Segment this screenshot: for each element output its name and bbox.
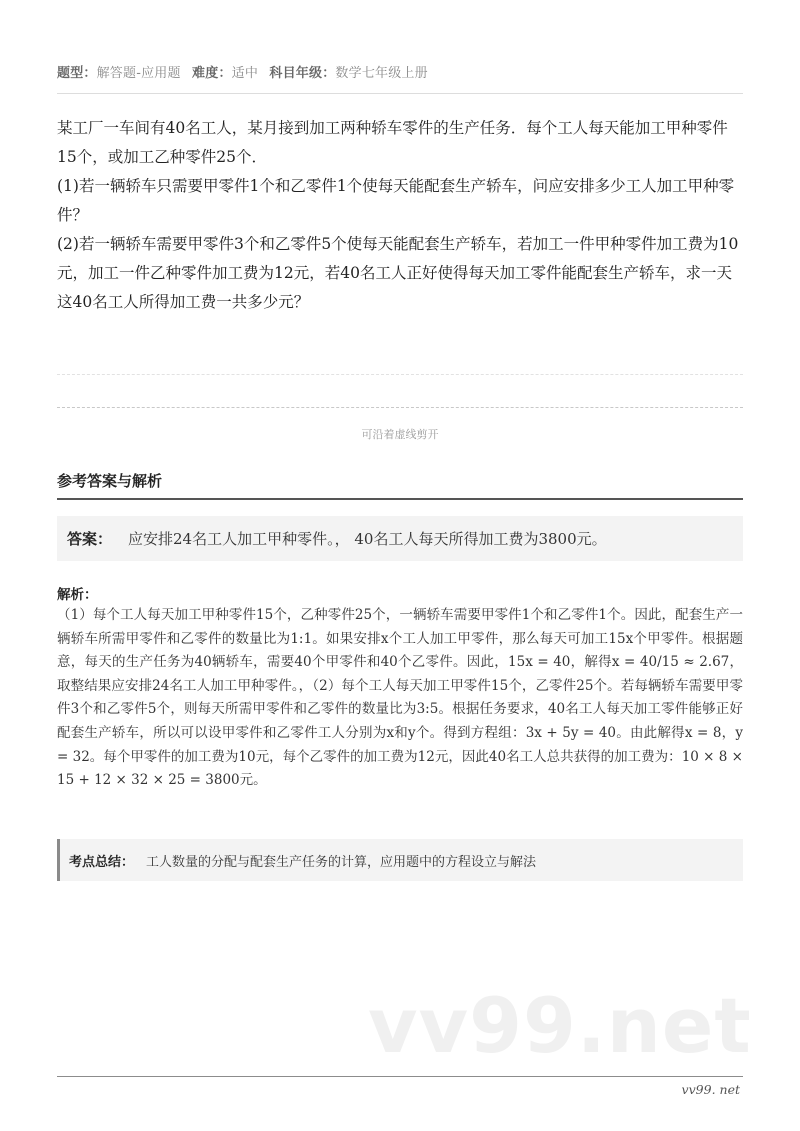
answer-label: 答案：	[67, 530, 113, 548]
question-body	[57, 114, 743, 317]
analysis-text: （1）每个工人每天加工甲种零件15个，乙种零件25个，一辆轿车需要甲零件1个和乙零件1个。因此，配套生产一辆轿车所需甲零件和乙零件的数量比为1:1。如果安排x个工人加工甲零件，那么每天可加工15x个甲零件。根据题意，每天的生产任务为40辆轿车，需要40个甲零件和40个乙零件。因此，15x = 40，解得x = 40/15 ≈ 2.67，取整结果应安排24名工人加工甲种零件。，（2）每个工人每天加工甲零件15个，乙零件25个。若每辆轿车需要甲零件3个和乙零件5个，则每天所需甲零件和乙零件的数量比为3:5。根据任务要求，40名工人每天加工零件能够正好配套生产轿车，所以可以设甲零件和乙零件工人分别为x和y个。得到方程组：3x + 5y = 40。由此解得x = 8，y = 32。每个甲零件的加工费为10元，每个乙零件的加工费为12元，因此40名工人总共获得的加工费为：10 × 8 × 15 + 12 × 32 × 25 = 3800元。	[57, 607, 743, 789]
difficulty-value: 适中	[231, 66, 259, 81]
summary-text: 工人数量的分配与配套生产任务的计算，应用题中的方程设立与解法	[146, 855, 537, 870]
cut-hint-text: 可沿着虚线剪开	[361, 428, 439, 441]
question-stem: 某工厂一车间有40名工人，某月接到加工两种轿车零件的生产任务．每个工人每天能加工甲种零件15个，或加工乙种零件25个．	[57, 119, 728, 166]
subject-grade-value: 数学七年级上册	[335, 66, 428, 81]
key-points-summary-box	[57, 839, 743, 881]
question-meta-bar	[57, 62, 435, 81]
answer-section-heading: 参考答案与解析	[57, 472, 163, 490]
question-type-value: 解答题-应用题	[96, 66, 181, 81]
analysis-label: 解析：	[57, 587, 98, 603]
question-type-label: 题型：	[57, 66, 97, 81]
footer-divider	[57, 1076, 743, 1077]
answer-section-divider	[57, 498, 743, 500]
question-part-1: (1)若一辆轿车只需要甲零件1个和乙零件1个使每天能配套生产轿车，问应安排多少工人加工甲种零件？	[57, 177, 735, 224]
answer-box	[57, 516, 743, 561]
site-watermark: vv99.net	[368, 981, 752, 1070]
cut-line-upper	[57, 374, 743, 375]
answer-text: 应安排24名工人加工甲种零件。， 40名工人每天所得加工费为3800元。	[128, 530, 607, 548]
difficulty-label: 难度：	[192, 66, 232, 81]
cut-line-lower	[57, 407, 743, 408]
question-part-2: (2)若一辆轿车需要甲零件3个和乙零件5个使每天能配套生产轿车，若加工一件甲种零件加工费为10元，加工一件乙种零件加工费为12元，若40名工人正好使得每天加工零件能配套生产轿车，求一天这40名工人所得加工费一共多少元？	[57, 235, 739, 311]
footer-site-name: vv99. net	[681, 1082, 740, 1097]
meta-divider	[57, 93, 743, 94]
subject-grade-label: 科目年级：	[269, 66, 336, 81]
summary-label: 考点总结：	[69, 855, 135, 870]
